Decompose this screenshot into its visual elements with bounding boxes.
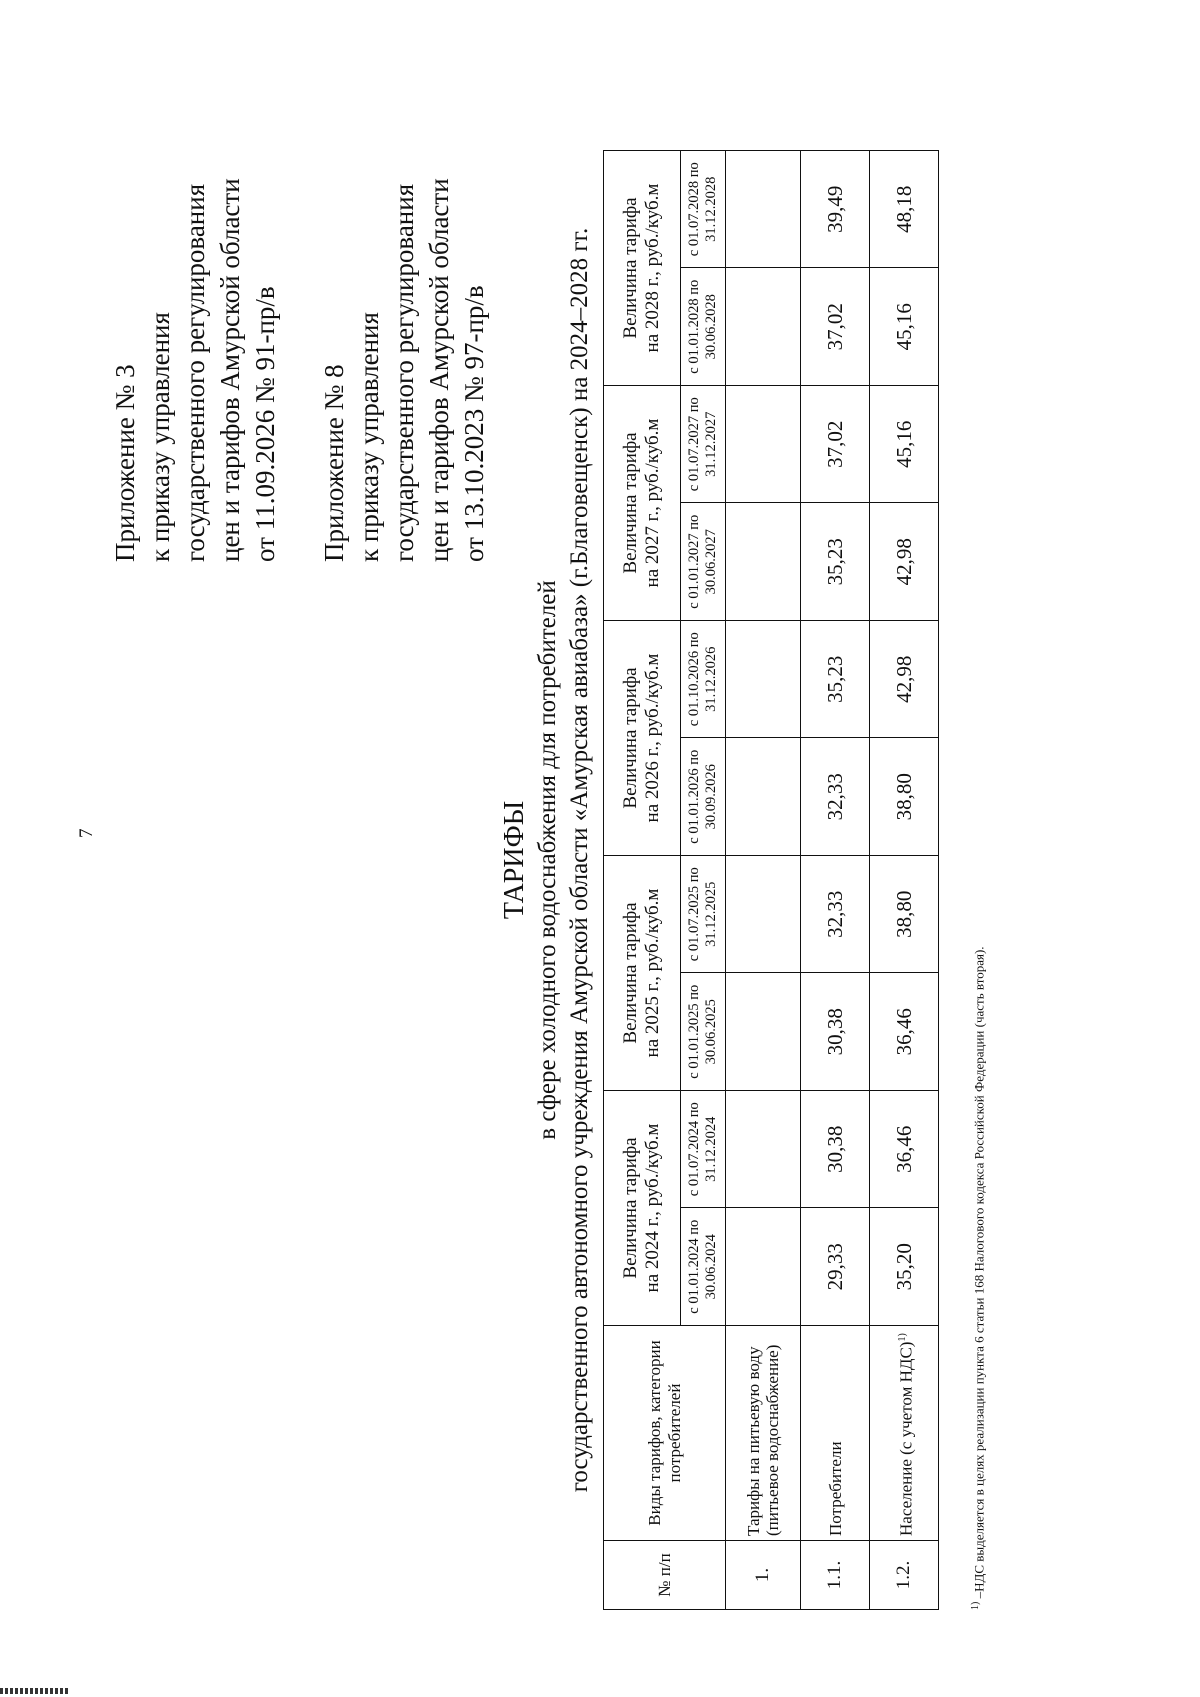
table-cell: [726, 386, 801, 504]
tariff-value: 36,46: [870, 1091, 939, 1209]
tariff-value: 29,33: [801, 1208, 870, 1326]
annex-original-line: цен и тарифов Амурской области: [424, 178, 454, 562]
header-period: с 01.01.2027 по 30.06.2027: [681, 503, 726, 621]
table-cell: [726, 973, 801, 1091]
table-cell: [726, 268, 801, 386]
row-category-text: Население (с учетом НДС): [896, 1341, 916, 1536]
header-year: Величина тарифа на 2027 г., руб./куб.м: [604, 386, 681, 621]
table-group-row: [726, 151, 801, 1610]
header-year: Величина тарифа на 2025 г., руб./куб.м: [604, 856, 681, 1091]
tariff-value: 37,02: [801, 268, 870, 386]
tariffs-table: [603, 150, 939, 1610]
tariff-value: 36,46: [870, 973, 939, 1091]
annex-original-line: Приложение № 8: [319, 364, 349, 562]
title-block: [498, 70, 596, 1650]
table-row: [801, 151, 870, 1610]
footnote: [970, 946, 987, 1610]
header-period: с 01.07.2024 по 31.12.2024: [681, 1091, 726, 1209]
row-category: Потребители: [801, 1326, 870, 1541]
header-year: Величина тарифа на 2026 г., руб./куб.м: [604, 621, 681, 856]
header-year: Величина тарифа на 2024 г., руб./куб.м: [604, 1091, 681, 1326]
tariff-value: 38,80: [870, 856, 939, 974]
header-year: Величина тарифа на 2028 г., руб./куб.м: [604, 151, 681, 386]
header-period: с 01.01.2025 по 30.06.2025: [681, 973, 726, 1091]
table-cell: [726, 1091, 801, 1209]
footnote-mark: 1): [970, 1601, 981, 1610]
tariff-value: 42,98: [870, 621, 939, 739]
header-period: с 01.10.2026 по 31.12.2026: [681, 621, 726, 739]
tariff-value: 48,18: [870, 151, 939, 269]
footnote-text: –НДС выделяется в целях реализации пункта 6 статьи 168 Налогового кодекса Российской Федерации (часть вторая).: [971, 946, 987, 1602]
header-period: с 01.01.2024 по 30.06.2024: [681, 1208, 726, 1326]
footnote-mark: 1): [896, 1333, 908, 1342]
scan-edge-mark: [0, 1688, 70, 1694]
document-subtitle: государственного автономного учреждения Амурской области «Амурская авиабаза» (г.Благовещенск) на 2024–2028 гг.: [566, 227, 593, 1493]
tariff-value: 35,23: [801, 621, 870, 739]
row-number: 1.2.: [870, 1541, 939, 1610]
tariff-value: 38,80: [870, 738, 939, 856]
annex-current-line: Приложение № 3: [110, 364, 140, 562]
header-period: с 01.01.2028 по 30.06.2028: [681, 268, 726, 386]
tariff-value: 32,33: [801, 738, 870, 856]
tariff-value: 37,02: [801, 386, 870, 504]
table-cell: [726, 738, 801, 856]
header-period: с 01.07.2028 по 31.12.2028: [681, 151, 726, 269]
row-number: 1.: [726, 1541, 801, 1610]
annex-block: [108, 2, 526, 562]
annex-current-line: от 11.09.2026 № 91-пр/в: [250, 286, 280, 562]
header-category: Виды тарифов, категории потребителей: [604, 1326, 726, 1541]
header-number: № п/п: [604, 1541, 726, 1610]
annex-original-line: к приказу управления: [354, 312, 384, 562]
tariff-value: 32,33: [801, 856, 870, 974]
table-cell: [726, 503, 801, 621]
row-number: 1.1.: [801, 1541, 870, 1610]
table-row: [870, 151, 939, 1610]
annex-current-line: к приказу управления: [145, 312, 175, 562]
tariff-value: 35,23: [801, 503, 870, 621]
tariff-value: 45,16: [870, 268, 939, 386]
tariff-value: 39,49: [801, 151, 870, 269]
tariff-value: 30,38: [801, 1091, 870, 1209]
row-category: Тарифы на питьевую воду (питьевое водоснабжение): [726, 1326, 801, 1541]
table-cell: [726, 621, 801, 739]
header-period: с 01.01.2026 по 30.09.2026: [681, 738, 726, 856]
header-period: с 01.07.2027 по 31.12.2027: [681, 386, 726, 504]
tariff-value: 35,20: [870, 1208, 939, 1326]
rotated-document: [108, 70, 1198, 1650]
header-period: с 01.07.2025 по 31.12.2025: [681, 856, 726, 974]
annex-current: [108, 2, 283, 562]
annex-original-line: от 13.10.2023 № 97-пр/в: [459, 285, 489, 562]
table-cell: [726, 151, 801, 269]
annex-current-line: государственного регулирования: [180, 183, 210, 562]
table-cell: [726, 1208, 801, 1326]
annex-original-line: государственного регулирования: [389, 183, 419, 562]
annex-original: [317, 2, 492, 562]
document-title: ТАРИФЫ: [499, 800, 530, 920]
table-header-row: [604, 151, 681, 1610]
table-cell: [726, 856, 801, 974]
document-subtitle: в сфере холодного водоснабжения для потребителей: [534, 580, 561, 1140]
tariff-value: 42,98: [870, 503, 939, 621]
annex-current-line: цен и тарифов Амурской области: [215, 178, 245, 562]
row-category: [870, 1326, 939, 1541]
tariff-value: 45,16: [870, 386, 939, 504]
page-number: 7: [76, 828, 97, 838]
tariff-value: 30,38: [801, 973, 870, 1091]
